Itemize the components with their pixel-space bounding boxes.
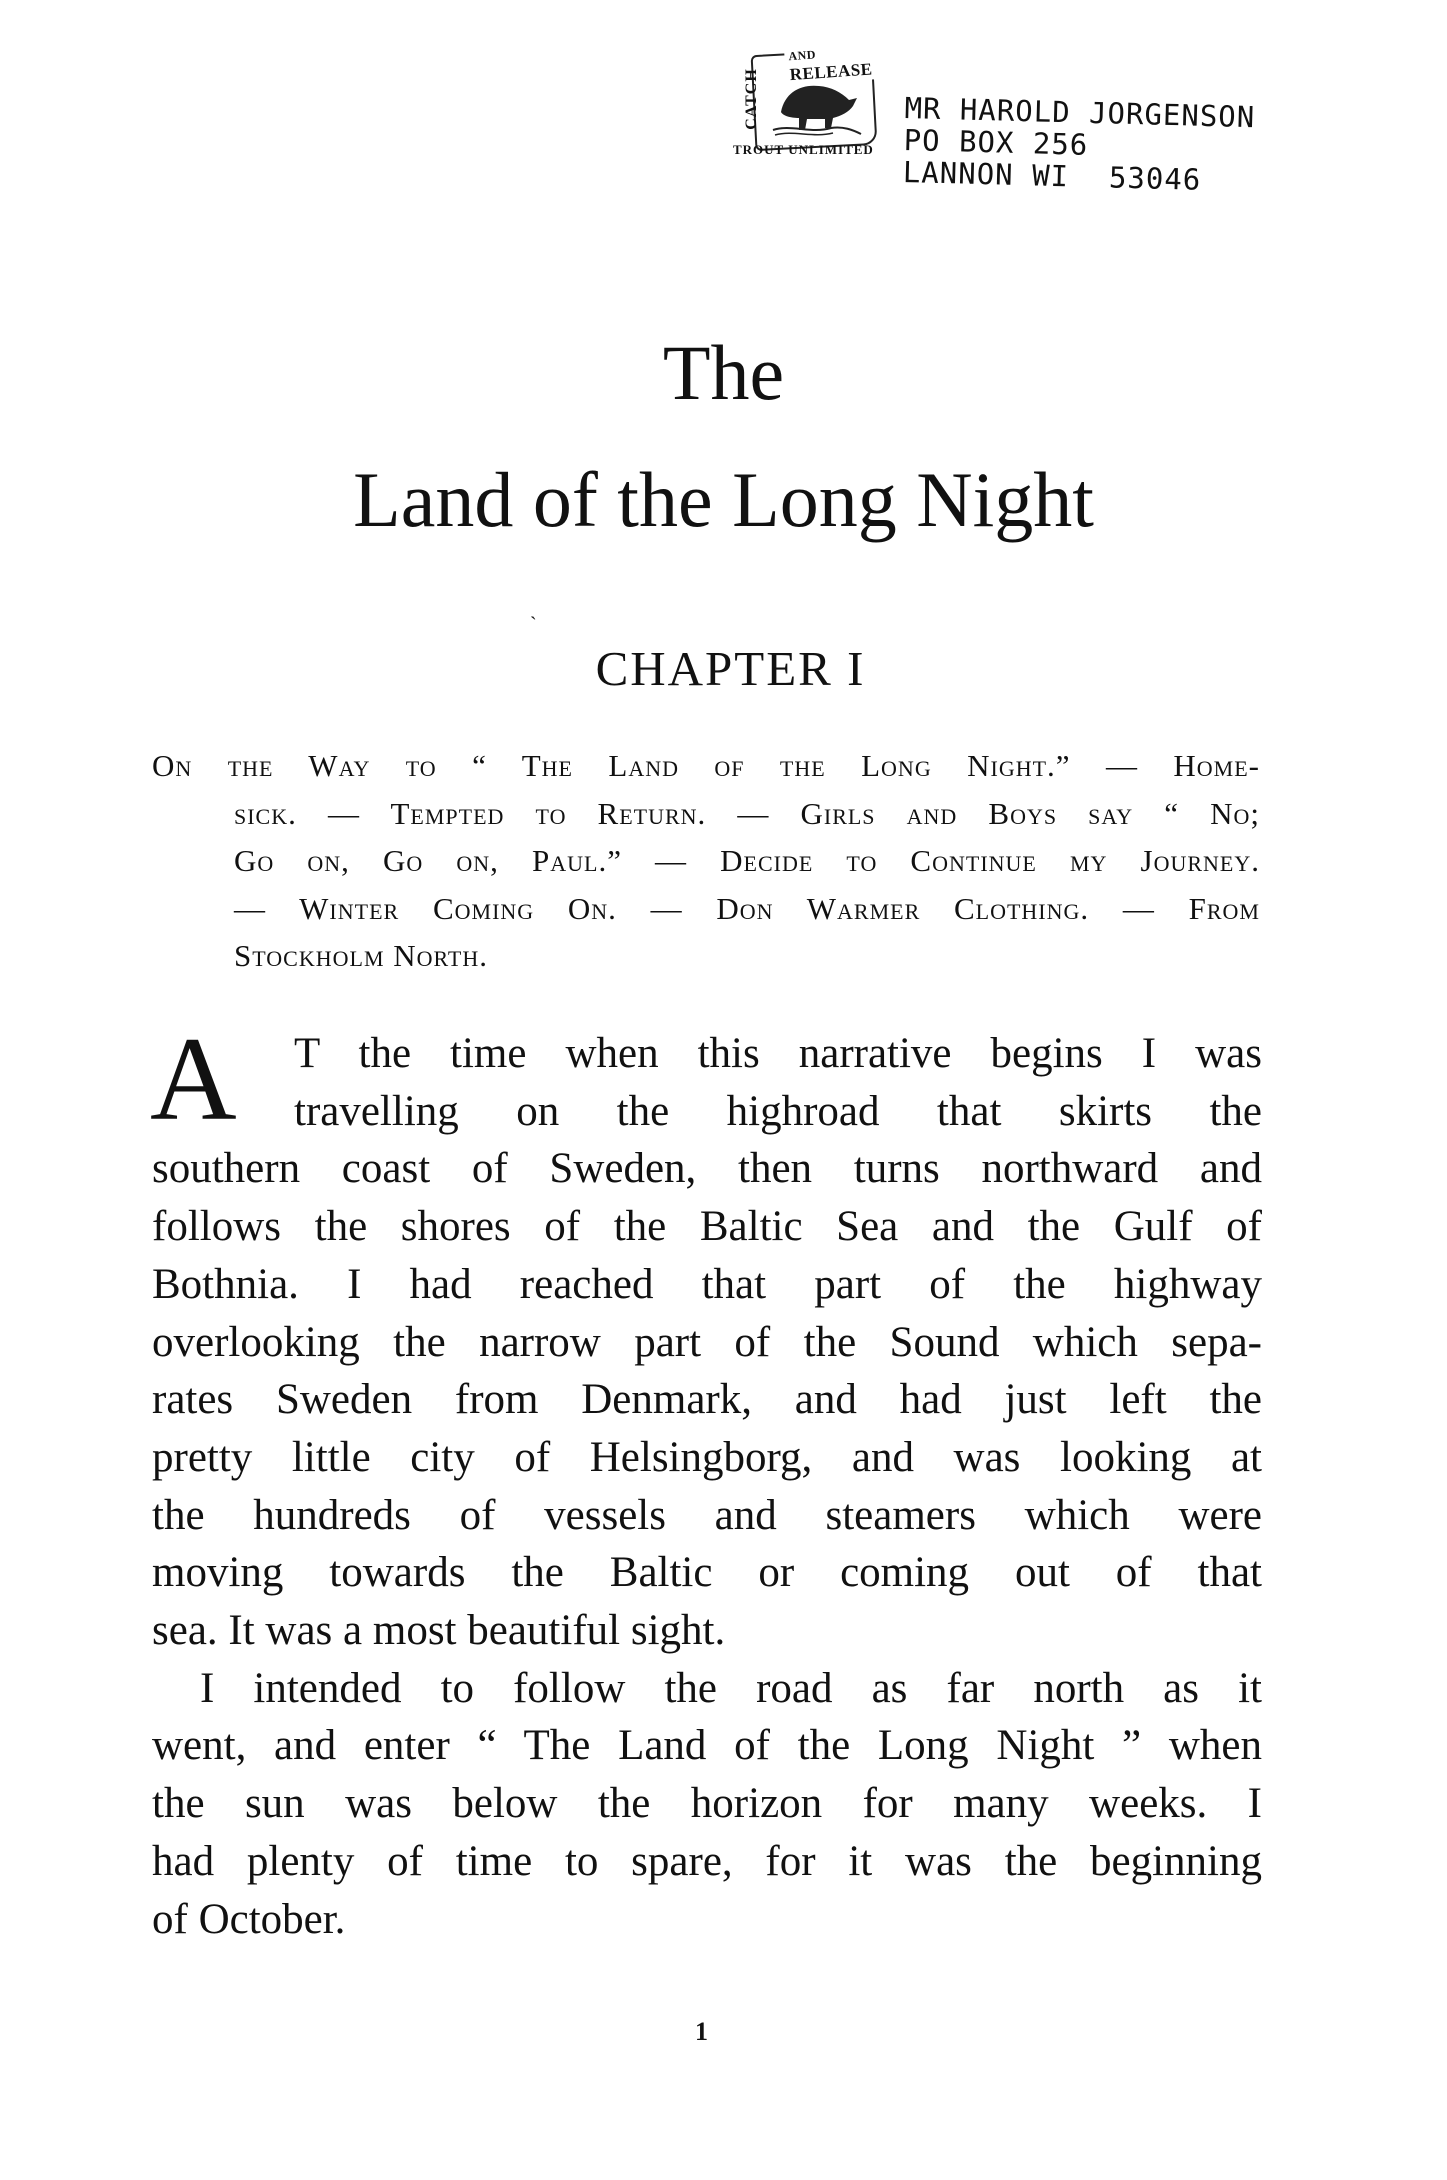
text-line: the hundreds of vessels and steamers which were xyxy=(152,1491,1262,1539)
text-line: travelling on the highroad that skirts the xyxy=(294,1087,1262,1135)
synopsis-line: Stockholm North. xyxy=(234,938,488,973)
bear-fish-icon xyxy=(771,72,863,138)
chapter-heading: CHAPTER I xyxy=(595,641,866,696)
text-line: pretty little city of Helsingborg, and was looking at xyxy=(152,1433,1262,1481)
stamp-release-text: RELEASE xyxy=(789,59,874,85)
address-zip: 53046 xyxy=(1108,160,1202,197)
text-line: the sun was below the horizon for many weeks. I xyxy=(152,1780,1262,1828)
drop-cap: A xyxy=(150,1012,237,1145)
address-po-box: PO BOX 256 xyxy=(903,122,1089,162)
address-name: MR HAROLD JORGENSON xyxy=(904,91,1256,135)
text-line: had plenty of time to spare, for it was the beginning xyxy=(152,1837,1262,1885)
book-title-line-1: The xyxy=(662,329,785,416)
stamp-arc-text: AND xyxy=(787,47,817,64)
page-number: 1 xyxy=(695,2017,708,2046)
chapter-synopsis xyxy=(152,742,1260,980)
narrative-text xyxy=(152,1025,1262,1948)
text-line: southern coast of Sweden, then turns northward and xyxy=(152,1145,1262,1193)
text-line: moving towards the Baltic or coming out of that xyxy=(152,1549,1262,1597)
mailing-address xyxy=(902,92,1255,197)
text-line: T the time when this narrative begins I was xyxy=(294,1030,1262,1077)
text-line: sea. It was a most beautiful sight. xyxy=(152,1607,726,1655)
text-line: Bothnia. I had reached that part of the highway xyxy=(152,1260,1262,1308)
address-city xyxy=(902,156,1253,197)
book-title-line-2: Land of the Long Night xyxy=(353,456,1094,543)
synopsis-line: On the Way to “ The Land of the Long Night.” — Home- xyxy=(152,748,1260,783)
synopsis-line: sick. — Tempted to Return. — Girls and Boys say “ No; xyxy=(234,795,1260,831)
address-city-state: LANNON WI xyxy=(902,154,1070,194)
synopsis-line: Go on, Go on, Paul.” — Decide to Continue my Journey. xyxy=(234,843,1260,878)
catch-and-release-stamp xyxy=(733,42,885,160)
synopsis-line: — Winter Coming On. — Don Warmer Clothing. — From xyxy=(234,890,1260,926)
text-line: overlooking the narrow part of the Sound which sepa- xyxy=(152,1318,1262,1366)
text-line: went, and enter “ The Land of the Long Night ” when xyxy=(152,1722,1262,1770)
text-line: follows the shores of the Baltic Sea and the Gulf of xyxy=(152,1203,1262,1251)
ink-speck: ˏ xyxy=(530,598,537,620)
stamp-bottom-text: TROUT UNLIMITED xyxy=(733,142,874,157)
text-line: I intended to follow the road as far north as it xyxy=(200,1664,1262,1712)
text-line: rates Sweden from Denmark, and had just left the xyxy=(152,1376,1262,1424)
stamp-side-text: CATCH xyxy=(742,68,760,130)
text-line: of October. xyxy=(152,1895,346,1943)
